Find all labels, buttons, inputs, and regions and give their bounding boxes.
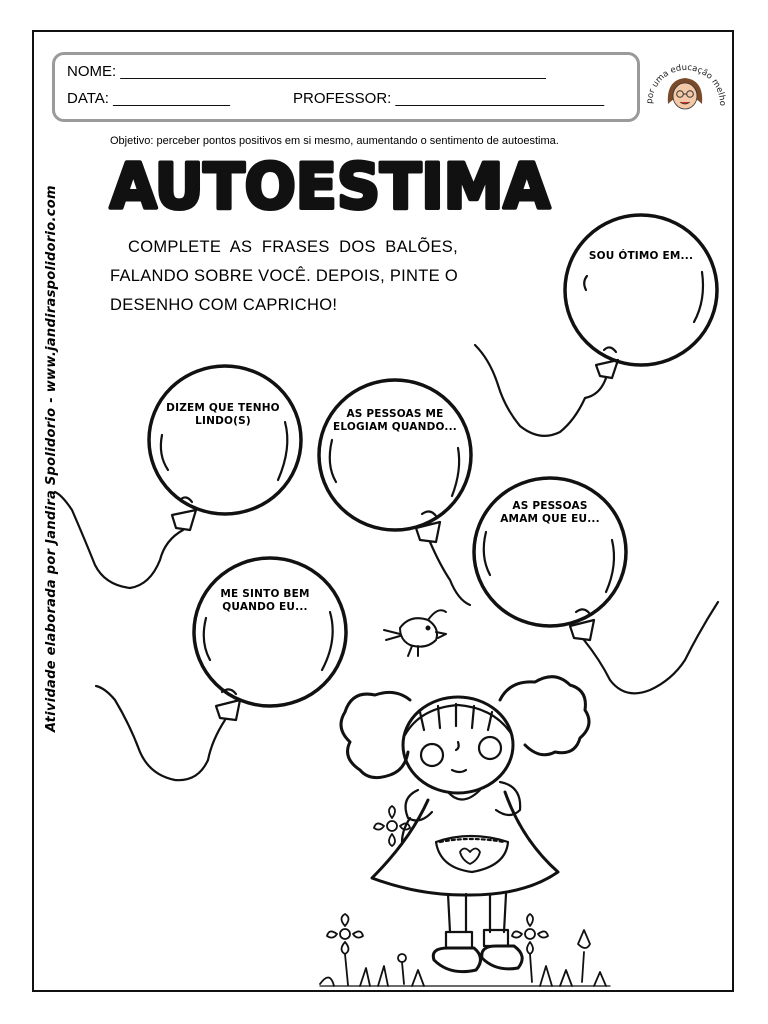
- objective-text: Objetivo: perceber pontos positivos em si mesmo, aumentando o sentimento de autoestima.: [110, 135, 559, 147]
- date-field[interactable]: DATA: ______________: [67, 90, 230, 107]
- instructions-text: COMPLETE AS FRASES DOS BALÕES, FALANDO SOBRE VOCÊ. DEPOIS, PINTE O DESENHO COM CAPRICHO!: [110, 238, 458, 314]
- logo-caption: por uma educação melho: [644, 62, 728, 107]
- balloon-4-line1: AS PESSOAS: [512, 500, 588, 512]
- balloon-4-line2: AMAM QUE EU...: [500, 513, 600, 525]
- balloon-2-text: [158, 402, 288, 428]
- bird-icon: [384, 610, 446, 656]
- teacher-field[interactable]: PROFESSOR: _________________________: [293, 90, 605, 107]
- name-field[interactable]: NOME: ___________________________________________________: [67, 63, 546, 80]
- balloon-1-text: [576, 250, 706, 263]
- balloon-4-text: [485, 500, 615, 526]
- balloon-1-line1: SOU ÓTIMO EM...: [588, 250, 694, 262]
- balloon-sou-otimo: [475, 215, 717, 436]
- balloon-3-line1: AS PESSOAS ME: [346, 408, 444, 420]
- balloon-3-line2: ELOGIAM QUANDO...: [333, 421, 457, 433]
- balloon-3-text: [325, 408, 465, 434]
- balloon-2-line1: DIZEM QUE TENHO: [166, 402, 280, 414]
- balloon-2-line2: LINDO(S): [195, 415, 251, 427]
- balloon-5-line1: ME SINTO BEM: [220, 588, 310, 600]
- balloon-5-line2: QUANDO EU...: [222, 601, 308, 613]
- page-title-text: AUTOESTIMA: [110, 150, 551, 218]
- sidebar-credit: Atividade elaborada por Jandira Spolidorio - www.jandiraspolidorio.com: [44, 185, 59, 732]
- balloon-5-text: [200, 588, 330, 614]
- balloon-dizem-que-tenho: [55, 366, 301, 588]
